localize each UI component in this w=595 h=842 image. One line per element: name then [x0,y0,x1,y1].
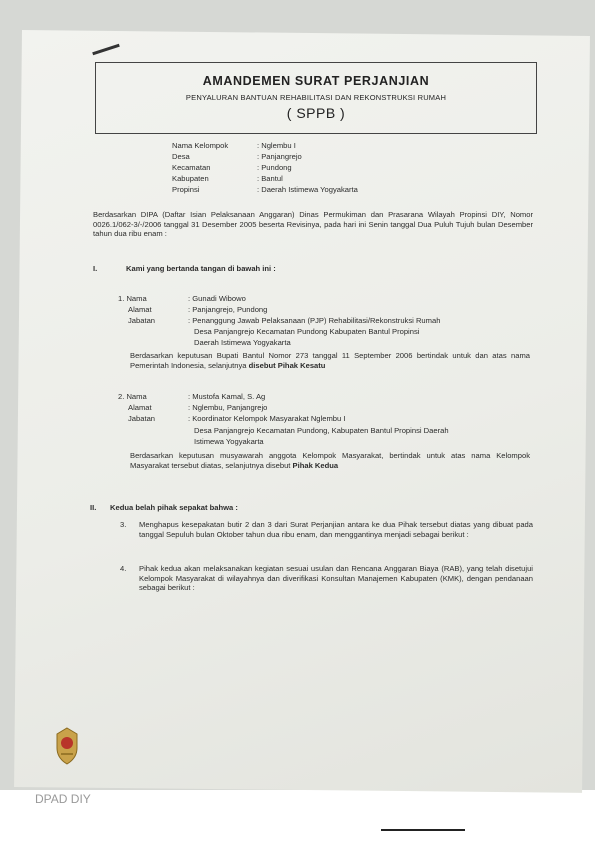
item-text: Pihak kedua akan melaksanakan kegiatan sesuai usulan dan Rencana Anggaran Biaya (RAB), yang telah disetujui Kelompok Masyarakat di wilayahnya dan diverifikasi Konsultan Manajemen Kabupaten (KMK), dengan pendanaan sebagai berikut : [139,564,533,593]
party1-name-label: 1. Nama [118,294,147,303]
party1-basis: Berdasarkan keputusan Bupati Bantul Nomor 273 tanggal 11 September 2006 bertindak untuk dan atas nama Pemerintah Indonesia, selanjutnya disebut Pihak Kesatu [130,351,530,370]
party1-jabatan: : Penanggung Jawab Pelaksanaan (PJP) Rehabilitasi/Rekonstruksi Rumah [188,316,441,325]
party1-alamat-label: Alamat [128,305,152,314]
title-box [95,62,537,134]
identity-label: Propinsi [172,185,200,194]
party2-jabatan: : Koordinator Kelompok Masyarakat Nglembu I [188,414,346,423]
identity-value: : Pundong [257,163,292,172]
item-text: Menghapus kesepakatan butir 2 dan 3 dari Surat Perjanjian antara ke dua Pihak tersebut diatas yang dibuat pada tanggal Sepuluh bulan Oktober tahun dua ribu enam, dan menggantinya menjadi sebagai berikut : [139,520,533,539]
party1-jabatan-line: Desa Panjangrejo Kecamatan Pundong Kabupaten Bantul Propinsi [194,327,420,336]
section-heading: Kedua belah pihak sepakat bahwa : [110,503,238,512]
identity-label: Nama Kelompok [172,141,229,150]
party1-alamat: : Panjangrejo, Pundong [188,305,268,314]
party1-jabatan-label: Jabatan [128,316,156,325]
section-number: II. [90,503,97,512]
item-number: 3. [120,520,127,529]
identity-value: : Nglembu I [257,141,296,150]
party2-name-label: 2. Nama [118,392,147,401]
party2-name: : Mustofa Kamal, S. Ag [188,392,266,401]
party2-jabatan-line: Desa Panjangrejo Kecamatan Pundong, Kabupaten Bantul Propinsi Daerah [194,426,449,435]
party2-alamat: : Nglembu, Panjangrejo [188,403,268,412]
section-number: I. [93,264,98,273]
party2-role: Pihak Kedua [292,460,339,470]
document-title: AMANDEMEN SURAT PERJANJIAN [202,74,430,88]
signature-line [381,829,465,831]
document-subtitle: PENYALURAN BANTUAN REHABILITASI DAN REKONSTRUKSI RUMAH [185,93,447,102]
item-number: 4. [120,564,127,573]
party2-jabatan-line: Istimewa Yogyakarta [194,437,264,446]
identity-value: : Bantul [257,174,283,183]
party2-jabatan-label: Jabatan [128,414,156,423]
intro-paragraph: Berdasarkan DIPA (Daftar Isian Pelaksanaan Anggaran) Dinas Permukiman dan Prasarana Wilayah Propinsi DIY, Nomor 0026.1/062-3/-/2006 tanggal 31 Desember 2005 beserta Revisinya, pada hari ini Senin tanggal Dua Puluh Tujuh bulan Desember tahun dua ribu enam : [93,210,533,239]
identity-label: Kabupaten [172,174,209,183]
party1-role: disebut Pihak Kesatu [248,360,326,370]
party1-jabatan-line: Daerah Istimewa Yogyakarta [194,338,291,347]
identity-value: : Daerah Istimewa Yogyakarta [257,185,358,194]
party2-basis: Berdasarkan keputusan musyawarah anggota Kelompok Masyarakat, bertindak untuk atas nama Kelompok Masyarakat tersebut diatas, selanjutnya disebut Pihak Kedua [130,451,530,470]
footer-label: DPAD DIY [35,792,91,806]
party1-name: : Gunadi Wibowo [188,294,246,303]
section-heading: Kami yang bertanda tangan di bawah ini : [126,264,276,273]
regional-emblem-icon [52,726,82,766]
document-code: ( SPPB ) [286,105,346,121]
identity-label: Desa [172,152,190,161]
identity-value: : Panjangrejo [257,152,302,161]
party2-alamat-label: Alamat [128,403,152,412]
identity-label: Kecamatan [172,163,211,172]
document-page [14,30,590,793]
